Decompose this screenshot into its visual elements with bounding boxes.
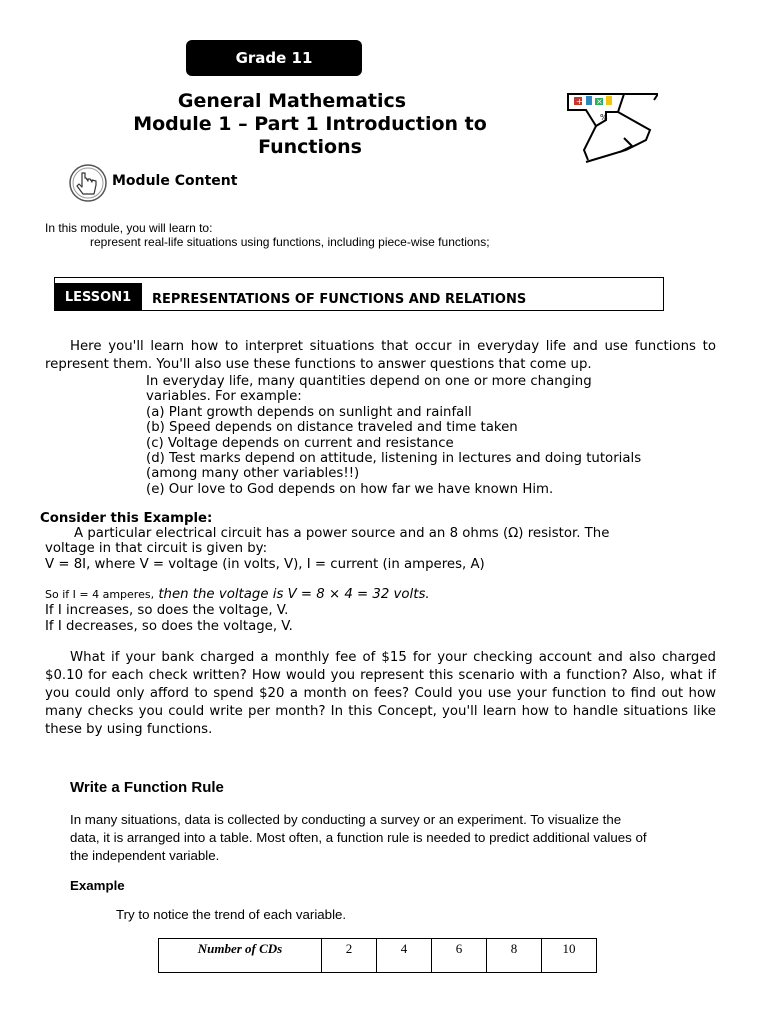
table-cell: 10 — [542, 939, 597, 973]
circuit-formula: V = 8I, where V = voltage (in volts, V), I = current (in amperes, A) — [45, 557, 485, 572]
function-rule-heading: Write a Function Rule — [70, 779, 224, 796]
table-header-cell: Number of CDs — [159, 939, 322, 973]
table-cell: 4 — [377, 939, 432, 973]
circuit-line-1: A particular electrical circuit has a power source and an 8 ohms (Ω) resistor. The — [74, 526, 610, 541]
function-rule-body: In many situations, data is collected by conducting a survey or an experiment. To visualize the data, it is arranged into a table. Most often, a function rule is needed to predict additional values of the independent variable. — [70, 812, 647, 863]
list-item: (c) Voltage depends on current and resistance — [146, 435, 454, 451]
touch-hand-icon — [68, 163, 108, 203]
module-title: Module 1 – Part 1 Introduction to — [133, 113, 487, 135]
list-item: (e) Our love to God depends on how far we have known Him. — [146, 481, 554, 497]
svg-text:%: % — [600, 113, 608, 122]
svg-text:+: + — [576, 97, 583, 106]
list-item: (b) Speed depends on distance traveled and time taken — [146, 420, 518, 436]
overview-text: Here you'll learn how to interpret situations that occur in everyday life and use functions to represent them. You'll also use these functions to answer questions that come up. — [45, 339, 716, 372]
cds-table — [158, 938, 597, 973]
table-cell: 8 — [487, 939, 542, 973]
module-title-continued: Functions — [258, 136, 362, 158]
table-row — [159, 939, 597, 973]
table-cell: 2 — [322, 939, 377, 973]
intro-lead: In this module, you will learn to: — [45, 221, 213, 235]
circuit-line-2: voltage in that circuit is given by: — [45, 541, 268, 556]
lesson-tag: LESSON1 — [54, 283, 142, 311]
bank-paragraph — [45, 649, 716, 739]
list-item: (a) Plant growth depends on sunlight and rainfall — [146, 404, 472, 420]
module-content-heading: Module Content — [112, 173, 238, 189]
intro-objective: represent real-life situations using functions, including piece-wise functions; — [90, 235, 490, 249]
subject-title: General Mathematics — [177, 90, 407, 112]
try-text: Try to notice the trend of each variable. — [116, 907, 347, 922]
bank-text: What if your bank charged a monthly fee of $15 for your checking account and also charged $0.10 for each check written? How would you represent this scenario with a function? Also, what if you could only afford to spend $20 a month on fees? Could you use your function to find out how many checks you could write per month? In this Concept, you'll learn how to handle situations like these by using functions. — [45, 650, 716, 737]
lesson-title: REPRESENTATIONS OF FUNCTIONS AND RELATIONS — [152, 292, 527, 307]
examples-list — [146, 374, 641, 497]
list-item: (among many other variables!!) — [146, 466, 360, 482]
list-item: (d) Test marks depend on attitude, listening in lectures and doing tutorials — [146, 451, 642, 467]
svg-text:×: × — [596, 97, 603, 106]
overview-paragraph — [45, 338, 716, 374]
decrease-line: If I decreases, so does the voltage, V. — [45, 619, 293, 634]
then-text: then the voltage is V = 8 × 4 = 32 volts. — [158, 587, 430, 602]
list-item: In everyday life, many quantities depend on one or more changing — [146, 374, 592, 389]
list-item: variables. For example: — [146, 389, 302, 405]
so-if-text: So if I = 4 amperes, — [45, 588, 155, 601]
example-label: Example — [70, 878, 125, 893]
increase-line: If I increases, so does the voltage, V. — [45, 603, 289, 618]
math-symbols-illustration — [566, 90, 658, 164]
consider-heading: Consider this Example: — [40, 511, 213, 526]
voltage-example — [45, 587, 430, 602]
grade-badge: Grade 11 — [186, 40, 362, 76]
table-cell: 6 — [432, 939, 487, 973]
